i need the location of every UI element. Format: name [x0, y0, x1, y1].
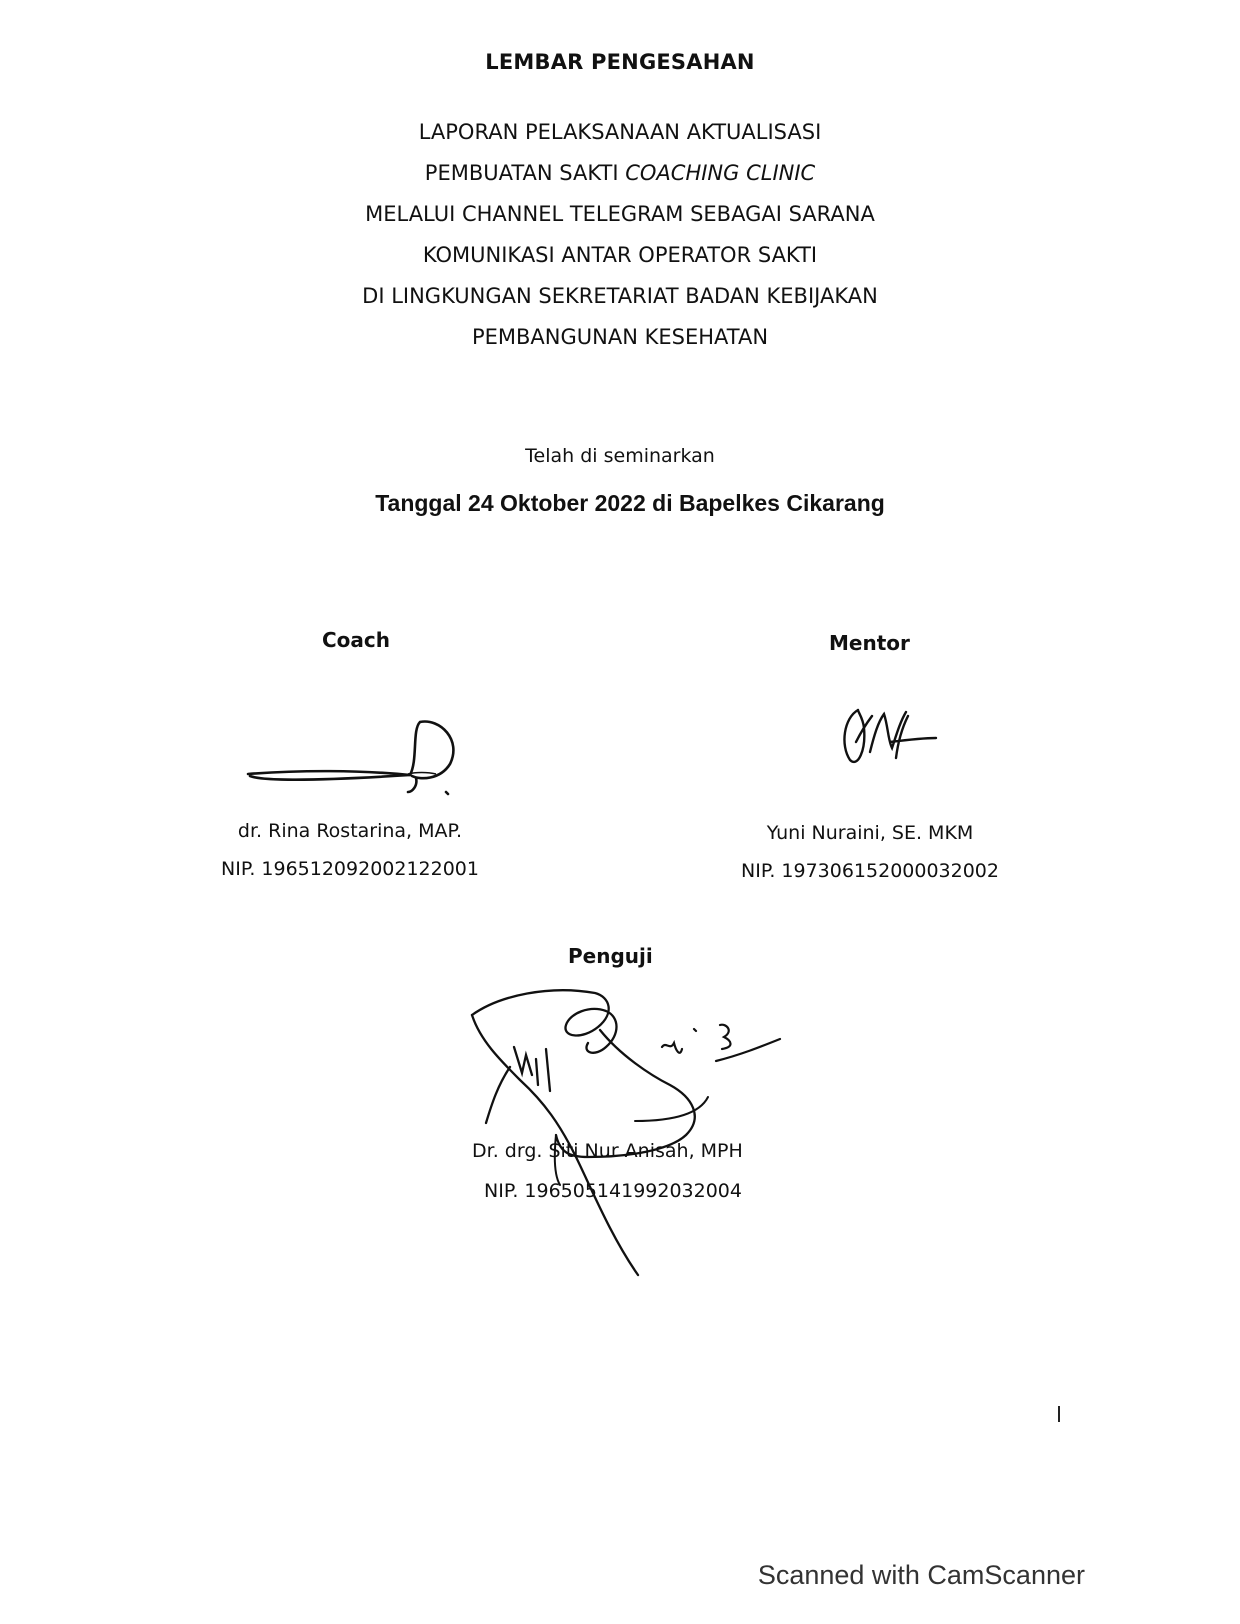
title-line-2 [0, 153, 1240, 194]
title-line-2-prefix: PEMBUATAN SAKTI [424, 161, 626, 185]
seminar-text: Telah di seminarkan [525, 445, 715, 467]
title-line-6: PEMBANGUNAN KESEHATAN [471, 325, 769, 349]
coach-role-label: Coach [322, 628, 391, 652]
coach-signature [240, 700, 470, 800]
coach-nip: NIP. 196512092002122001 [221, 858, 479, 880]
scan-mark [1058, 1406, 1060, 1422]
mentor-signature [836, 700, 946, 780]
title-line-2-italic: COACHING CLINIC [625, 161, 816, 185]
mentor-role-label: Mentor [829, 631, 910, 655]
mentor-name: Yuni Nuraini, SE. MKM [766, 822, 974, 844]
title-line-5: DI LINGKUNGAN SEKRETARIAT BADAN KEBIJAKAN [362, 284, 878, 308]
seminar-date-location: Tanggal 24 Oktober 2022 di Bapelkes Cikarang [375, 490, 885, 516]
coach-name: dr. Rina Rostarina, MAP. [237, 820, 463, 842]
mentor-nip: NIP. 197306152000032002 [741, 860, 999, 882]
page-heading: LEMBAR PENGESAHAN [485, 50, 755, 74]
examiner-name: Dr. drg. Siti Nur Anisah, MPH [472, 1140, 743, 1162]
title-line-4: KOMUNIKASI ANTAR OPERATOR SAKTI [422, 243, 818, 267]
examiner-signature [470, 985, 800, 1280]
title-line-3: MELALUI CHANNEL TELEGRAM SEBAGAI SARANA [365, 202, 875, 226]
title-line-1: LAPORAN PELAKSANAAN AKTUALISASI [418, 120, 822, 144]
camscanner-watermark: Scanned with CamScanner [757, 1560, 1085, 1590]
examiner-nip: NIP. 196505141992032004 [484, 1180, 742, 1202]
report-title [0, 112, 1240, 358]
examiner-role-label: Penguji [568, 944, 653, 968]
